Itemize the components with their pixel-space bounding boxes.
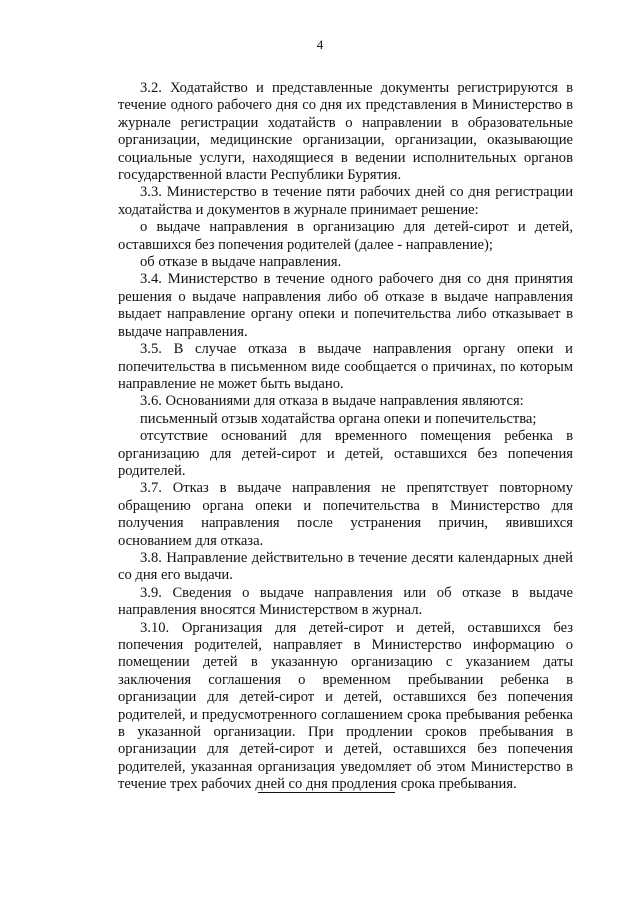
paragraph-3-9: 3.9. Сведения о выдаче направления или об отказе в выдаче направления вносятся Министерством в журнал. — [118, 584, 573, 619]
paragraph-3-6: 3.6. Основаниями для отказа в выдаче направления являются: — [140, 393, 524, 410]
paragraph-3-3: 3.3. Министерство в течение пяти рабочих дней со дня регистрации ходатайства и документов в журнале принимает решение: — [118, 184, 573, 218]
paragraph-3-2: 3.2. Ходатайство и представленные документы регистрируются в течение одного рабочего дня со дня их представления в Министерство в журнале регистрации ходатайств о направлении в образовательные организации, медицинские организации, организации, оказывающие социальные услуги, находящиеся в ведении исполнительных органов государственной власти Республики Бурятия. — [118, 80, 573, 184]
page-number: 4 — [316, 37, 324, 52]
paragraph-3-3-option-issue: о выдаче направления в организацию для детей-сирот и детей, оставшихся без попечения родителей (далее - направление); — [118, 219, 573, 253]
paragraph-3-8: 3.8. Направление действительно в течение десяти календарных дней со дня его выдачи. — [118, 549, 573, 584]
document-body — [118, 80, 573, 794]
paragraph-3-6-reason-withdrawal: письменный отзыв ходатайства органа опеки и попечительства; — [140, 410, 537, 427]
paragraph-3-6-reason-no-grounds: отсутствие оснований для временного помещения ребенка в организацию для детей-сирот и детей, оставшихся без попечения родителей. — [118, 428, 573, 479]
paragraph-3-7: 3.7. Отказ в выдаче направления не препятствует повторному обращению органа опеки и попечительства в Министерство для получения направления после устранения причин, явившихся основанием для отказа. — [118, 480, 573, 549]
paragraph-3-10: 3.10. Организация для детей-сирот и детей, оставшихся без попечения родителей, направляет в Министерство информацию о помещении детей в указанную организацию с указанием даты заключения соглашения о временном пребывании ребенка в организации для детей-сирот и детей, оставшихся без попечения родителей, и предусмотренного соглашением срока пребывания ребенка в указанной организации. При продлении сроков пребывания в организации для детей-сирот и детей, оставшихся без попечения родителей, указанная организация уведомляет об этом Министерство в течение трех рабочих дней со дня продления срока пребывания. — [118, 619, 573, 793]
paragraph-3-5: 3.5. В случае отказа в выдаче направления органу опеки и попечительства в письменном виде сообщается о причинах, по которым направление не может быть выдано. — [118, 341, 573, 392]
paragraph-3-4: 3.4. Министерство в течение одного рабочего дня со дня принятия решения о выдаче направления либо об отказе в выдаче направления выдает направление органу опеки и попечительства либо отказывает в выдаче направления. — [118, 271, 573, 340]
closing-divider — [258, 792, 395, 793]
paragraph-3-3-option-refuse: об отказе в выдаче направления. — [140, 254, 342, 271]
